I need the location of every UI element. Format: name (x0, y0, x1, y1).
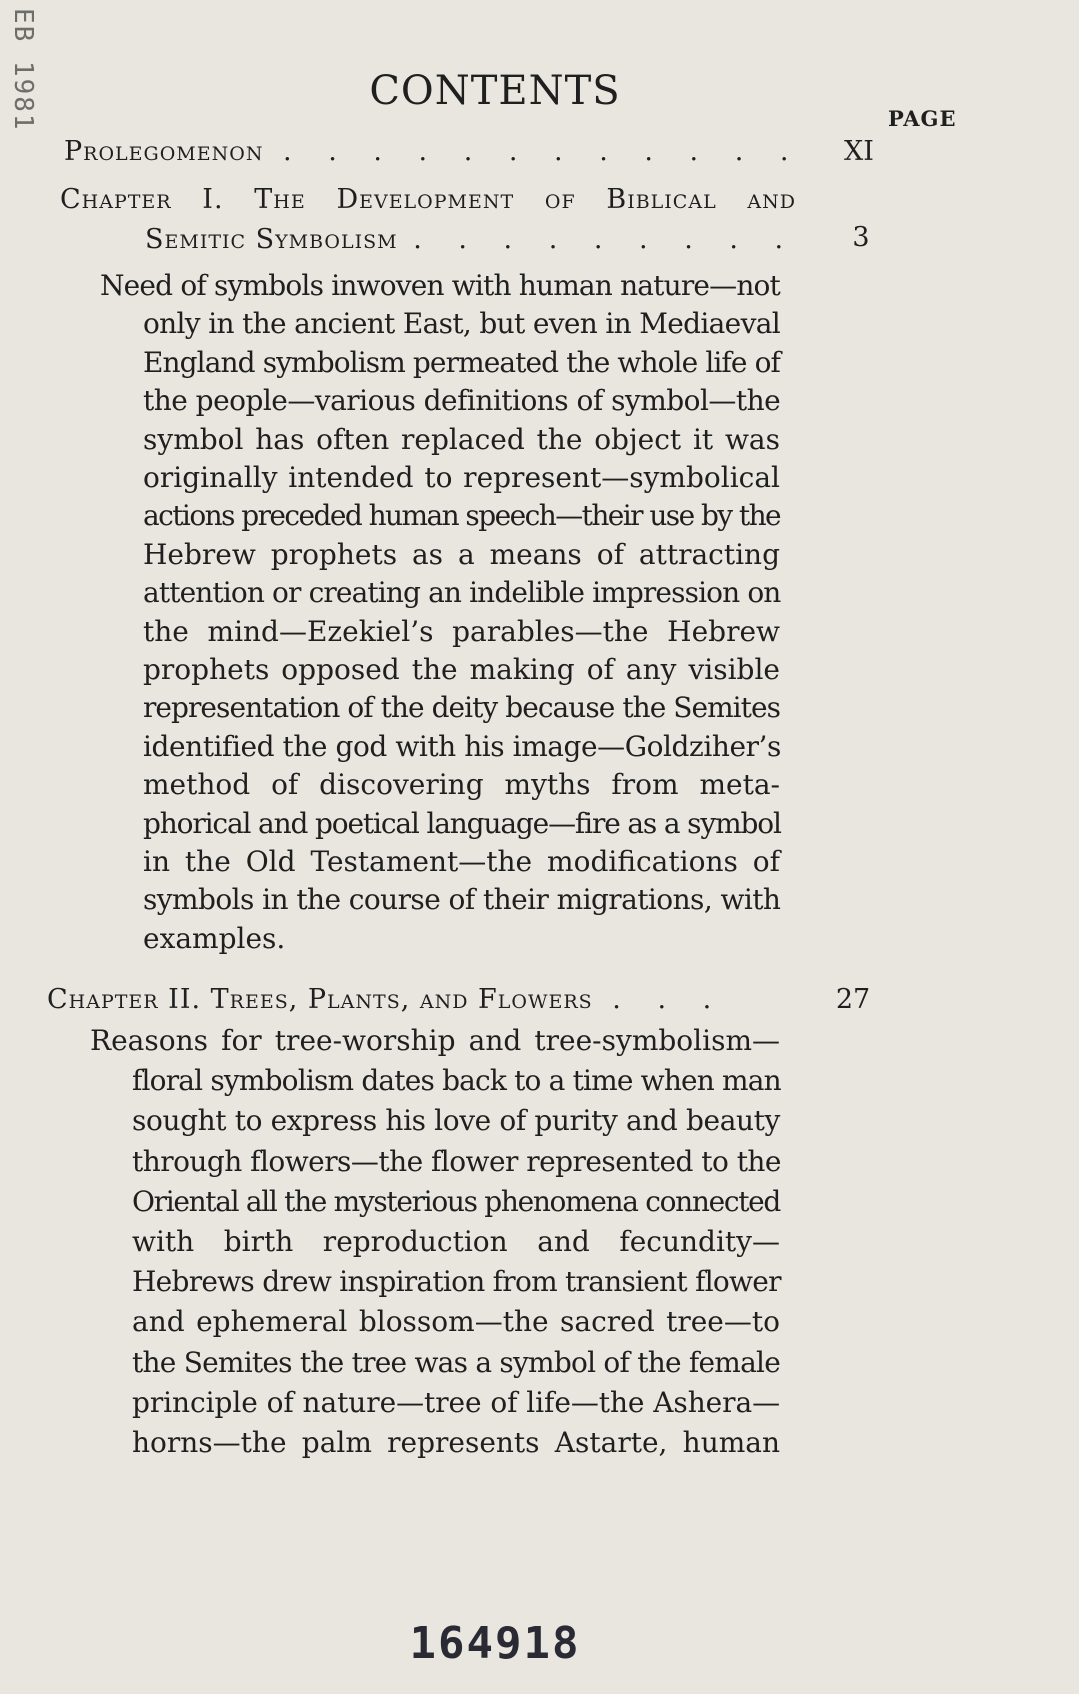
summary-line: actions preceded human speech—their use by the (143, 499, 781, 533)
summary-line: Need of symbols inwoven with human nature—not (100, 269, 780, 302)
summary-line: examples. (143, 921, 286, 955)
summary-line: with birth reproduction and fecundity— (132, 1225, 780, 1258)
summary-line: through flowers—the flower represented to the (132, 1144, 781, 1178)
summary-line: floral symbolism dates back to a time when man (132, 1064, 781, 1098)
page-column-header: PAGE (888, 106, 957, 131)
page-number: XI (844, 136, 874, 167)
entry-label: Chapter II. Trees, Plants, and Flowers (47, 984, 593, 1015)
page-number: 3 (852, 222, 870, 253)
page-title: CONTENTS (369, 68, 621, 114)
summary-line: the people—various definitions of symbol—the (143, 384, 781, 418)
summary-line: identified the god with his image—Goldziher’s (143, 729, 781, 763)
leader-dots: . . . . . . . . . (413, 224, 798, 255)
summary-line: Reasons for tree-worship and tree-symbolism— (90, 1024, 780, 1057)
summary-line: and ephemeral blossom—the sacred tree—to (132, 1305, 780, 1339)
accession-number: 164918 (409, 1618, 581, 1669)
summary-line: Oriental all the mysterious phenomena connected (132, 1184, 780, 1218)
leader-dots: . . . (612, 984, 726, 1015)
summary-line: sought to express his love of purity and beauty (132, 1104, 780, 1138)
entry-label: Semitic Symbolism (145, 224, 398, 255)
toc-entry-chapter-1-cont[interactable] (145, 224, 797, 255)
summary-line: method of discovering myths from meta- (143, 768, 780, 802)
summary-line: symbol has often replaced the object it was (143, 422, 780, 456)
leader-dots: . . . . . . . . . . . . (283, 136, 803, 167)
summary-line: attention or creating an indelible impression on (143, 576, 781, 610)
date-stamp: EB 1981 (8, 8, 38, 132)
summary-line: principle of nature—tree of life—the Ashera— (132, 1385, 781, 1419)
entry-label: Prolegomenon (64, 136, 264, 167)
summary-line: Hebrews drew inspiration from transient flower (132, 1265, 781, 1299)
summary-line: Hebrew prophets as a means of attracting (143, 537, 780, 571)
summary-line: prophets opposed the making of any visible (143, 653, 780, 686)
summary-line: in the Old Testament—the modifications of (143, 845, 780, 878)
summary-line: the mind—Ezekiel’s parables—the Hebrew (143, 614, 780, 648)
summary-line: originally intended to represent—symbolical (143, 461, 780, 494)
toc-entry-chapter-1[interactable]: Chapter I. The Development of Biblical and (60, 184, 796, 215)
toc-entry-chapter-2[interactable] (47, 984, 725, 1015)
summary-line: symbols in the course of their migrations, with (143, 883, 781, 917)
summary-line: the Semites the tree was a symbol of the female (132, 1345, 781, 1379)
summary-line: horns—the palm represents Astarte, human (132, 1426, 780, 1459)
summary-line: phorical and poetical language—fire as a symbol (143, 806, 781, 840)
toc-entry-prolegomenon[interactable] (64, 136, 802, 167)
page-number: 27 (835, 984, 871, 1015)
summary-line: only in the ancient East, but even in Mediaeval (143, 307, 780, 341)
summary-line: representation of the deity because the Semites (143, 691, 780, 725)
summary-line: England symbolism permeated the whole life of (143, 345, 780, 379)
